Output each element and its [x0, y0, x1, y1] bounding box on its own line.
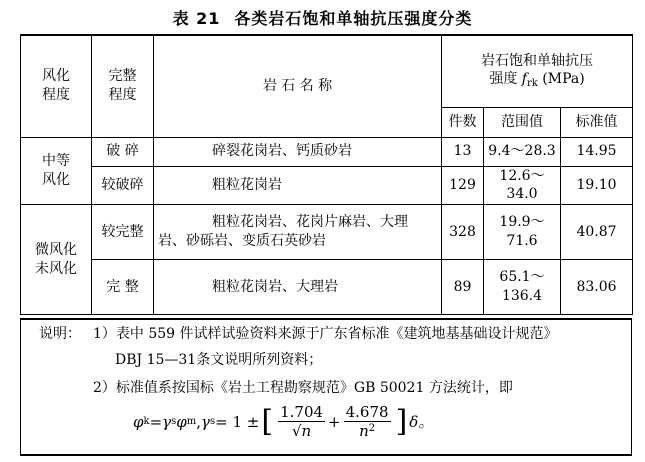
note-1-line-1: 1）表中 559 件试样试验资料来源于广东省标准《建筑地基基础设计规范》 [93, 326, 558, 342]
strength-table [20, 34, 633, 315]
header-weathering: 风化 程度 [21, 35, 92, 137]
table-row-range: 65.1～ 136.4 [484, 260, 561, 315]
table-row-standard: 40.87 [561, 205, 633, 260]
table-row-standard: 83.06 [561, 260, 633, 315]
table-row-integrity: 较完整 [92, 205, 154, 260]
note-1-line-2: DBJ 15—31条文说明所列资料； [115, 352, 323, 368]
table-number: 表 21 [172, 9, 221, 28]
standard-value-formula: φ k = γ s φ m , γ s = 1 ± [ $\frac{1.704}{√n}$ + $\frac{4.678}{n^2}$ ] δ。 [133, 403, 434, 440]
table-notes [20, 318, 632, 456]
header-count: 件数 [442, 107, 484, 137]
header-strength-group: 岩石饱和单轴抗压 强度 $f_{rk}$ (MPa) [442, 35, 633, 107]
header-range: 范围值 [484, 107, 561, 137]
table-row-rock: 粗粒花岗岩 [154, 166, 442, 205]
table-row-range: 9.4～28.3 [484, 137, 561, 166]
table-row-count: 89 [442, 260, 484, 315]
table-row-rock: 粗粒花岗岩、花岗片麻岩、大理 岩、砂砾岩、变质石英砂岩 [154, 205, 442, 260]
table-row-integrity: 完 整 [92, 260, 154, 315]
table-row-range: 19.9～71.6 [484, 205, 561, 260]
group-weathering-slight: 微风化 未风化 [21, 205, 92, 315]
notes-label: 说明： [39, 326, 81, 342]
note-2-line-1: 2）标准值系按国标《岩土工程勘察规范》GB 50021 方法统计，即 [93, 380, 513, 396]
table-row-rock: 粗粒花岗岩、大理岩 [154, 260, 442, 315]
header-standard: 标准值 [561, 107, 633, 137]
table-row-rock: 碎裂花岗岩、钙质砂岩 [154, 137, 442, 166]
table-row-integrity: 较破碎 [92, 166, 154, 205]
table-title [0, 6, 645, 29]
table-row-standard: 14.95 [561, 137, 633, 166]
header-integrity: 完整 程度 [92, 35, 154, 137]
header-rock-name: 岩 石 名 称 [154, 35, 442, 137]
table-row-count: 13 [442, 137, 484, 166]
table-row-standard: 19.10 [561, 166, 633, 205]
group-weathering-moderate: 中等 风化 [21, 137, 92, 205]
table-row-range: 12.6～34.0 [484, 166, 561, 205]
table-row-count: 129 [442, 166, 484, 205]
table-row-integrity: 破 碎 [92, 137, 154, 166]
table-row-count: 328 [442, 205, 484, 260]
table-title-text: 各类岩石饱和单轴抗压强度分类 [234, 9, 473, 28]
